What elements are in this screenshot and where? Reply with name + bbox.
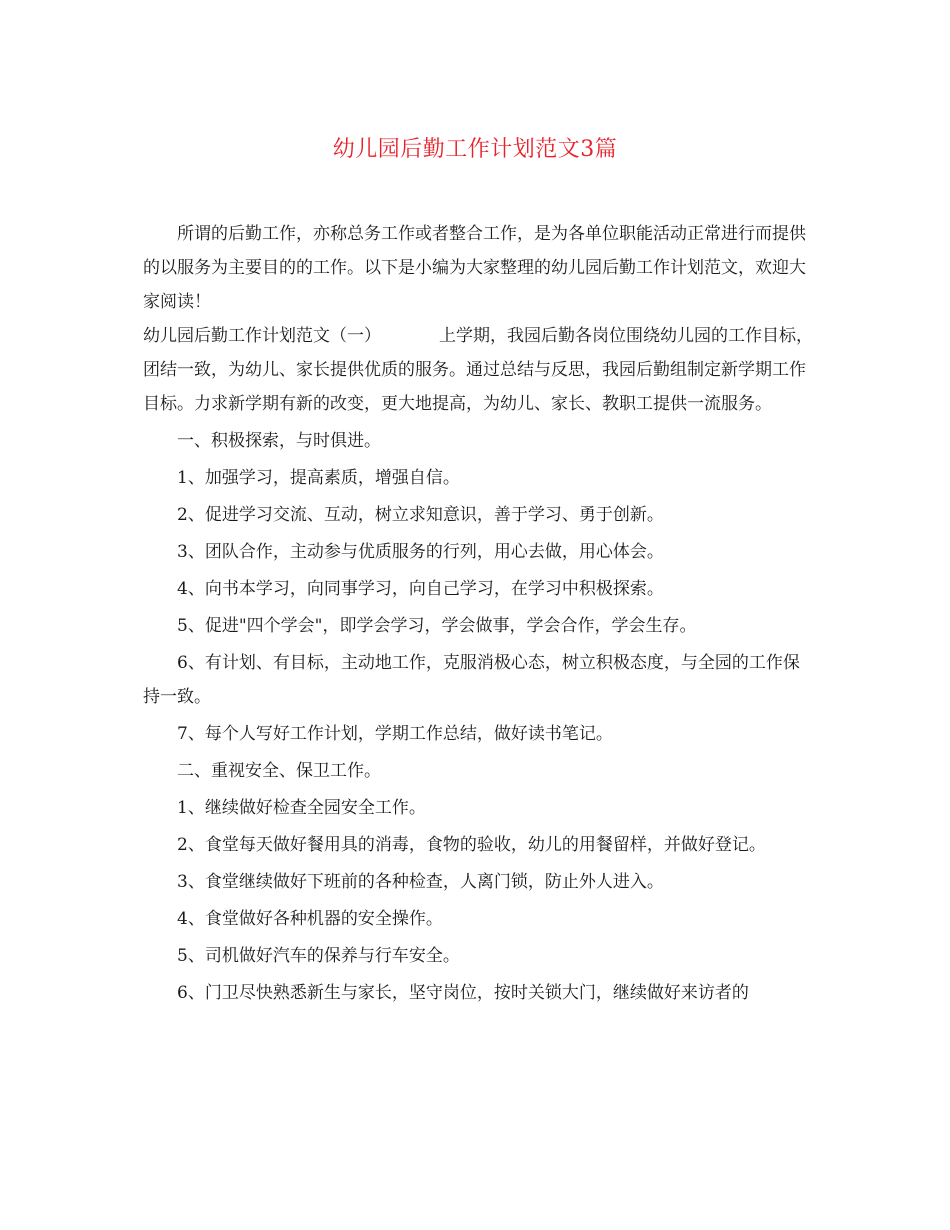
list-item: 4、食堂做好各种机器的安全操作。 (177, 909, 443, 929)
list-item: 3、食堂继续做好下班前的各种检查，人离门锁，防止外人进入。 (177, 872, 664, 892)
section-one-intro: 上学期，我园后勤各岗位围绕幼儿园的工作目标，团结一致，为幼儿、家长提供优质的服务。通过总结与反思，我园后勤组制定新学期工作目标。力求新学期有新的改变，更大地提高，为幼儿、家长、教职工提供一流服务。 (143, 326, 813, 414)
list-item: 2、食堂每天做好餐用具的消毒，食物的验收，幼儿的用餐留样，并做好登记。 (177, 835, 766, 855)
list-item: 4、向书本学习，向同事学习，向自己学习，在学习中积极探索。 (177, 579, 664, 599)
list-item: 2、促进学习交流、互动，树立求知意识，善于学习、勇于创新。 (177, 505, 664, 525)
document-title: 幼儿园后勤工作计划范文3篇 (332, 137, 618, 162)
list-item: 5、促进"四个学会"，即学会学习，学会做事，学会合作，学会生存。 (177, 616, 697, 636)
list-item: 3、团队合作，主动参与优质服务的行列，用心去做，用心体会。 (177, 542, 664, 562)
list-item: 5、司机做好汽车的保养与行车安全。 (177, 946, 460, 966)
list-item: 6、门卫尽快熟悉新生与家长，坚守岗位，按时关锁大门，继续做好来访者的 (177, 983, 749, 1003)
list-item: 一、积极探索，与时俱进。 (177, 431, 381, 451)
document-body (143, 217, 813, 1010)
list-item: 1、继续做好检查全园安全工作。 (177, 798, 426, 818)
list-item: 1、加强学习，提高素质，增强自信。 (177, 468, 460, 488)
list-item: 6、有计划、有目标，主动地工作，克服消极心态，树立积极态度，与全园的工作保持一致。 (143, 653, 800, 707)
section-one-heading: 幼儿园后勤工作计划范文（一） (143, 326, 381, 346)
list-item: 二、重视安全、保卫工作。 (177, 761, 381, 781)
intro-paragraph: 所谓的后勤工作，亦称总务工作或者整合工作，是为各单位职能活动正常进行而提供的以服务为主要目的的工作。以下是小编为大家整理的幼儿园后勤工作计划范文，欢迎大家阅读！ (143, 224, 806, 312)
list-item: 7、每个人写好工作计划，学期工作总结，做好读书笔记。 (177, 724, 613, 744)
section-one-paragraph (143, 319, 813, 421)
